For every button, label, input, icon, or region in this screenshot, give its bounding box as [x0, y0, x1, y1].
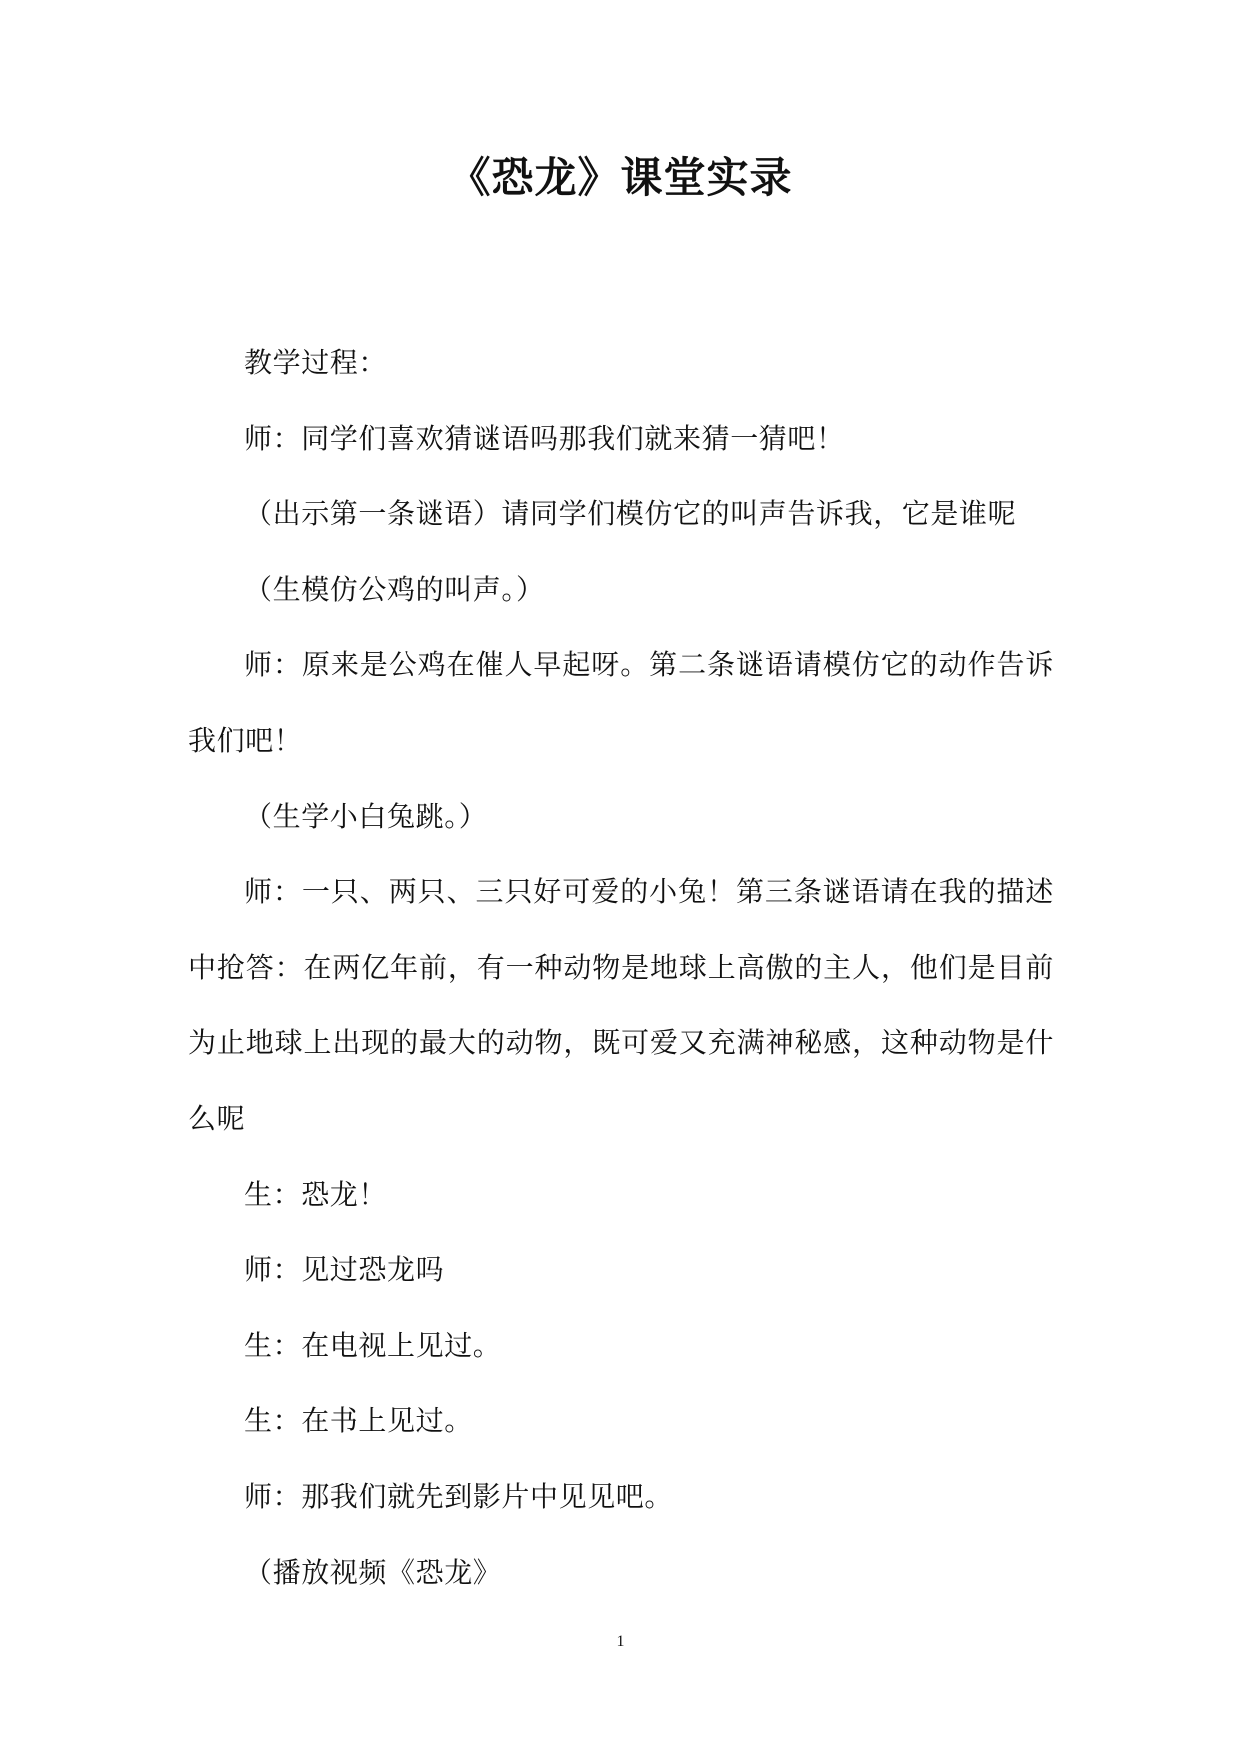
paragraph: 生：在电视上见过。	[244, 1328, 502, 1362]
paragraph: 教学过程：	[244, 346, 388, 379]
paragraph: 生：在书上见过。	[244, 1404, 473, 1438]
paragraph: 师：原来是公鸡在催人早起呀。第二条谜语请模仿它的动作告诉我们吧！	[188, 648, 1054, 757]
paragraph: 师：见过恐龙吗	[244, 1253, 445, 1287]
page-number: 1	[616, 1633, 625, 1650]
paragraph: 师：同学们喜欢猜谜语吗那我们就来猜一猜吧！	[244, 421, 845, 455]
document-body	[188, 325, 1054, 1610]
paragraph: （出示第一条谜语）请同学们模仿它的叫声告诉我，它是谁呢	[244, 497, 1017, 531]
document-title: 《恐龙》课堂实录	[448, 153, 793, 202]
paragraph: （生学小白兔跳。）	[244, 799, 488, 833]
paragraph: 师：那我们就先到影片中见见吧。	[244, 1479, 674, 1513]
paragraph: （生模仿公鸡的叫声。）	[244, 572, 545, 606]
paragraph: （播放视频《恐龙》	[244, 1555, 502, 1589]
paragraph: 生：恐龙！	[244, 1177, 388, 1211]
paragraph: 师：一只、两只、三只好可爱的小兔！第三条谜语请在我的描述中抢答：在两亿年前，有一种动物是地球上高傲的主人，他们是目前为止地球上出现的最大的动物，既可爱又充满神秘感，这种动物是什么呢	[188, 875, 1054, 1135]
